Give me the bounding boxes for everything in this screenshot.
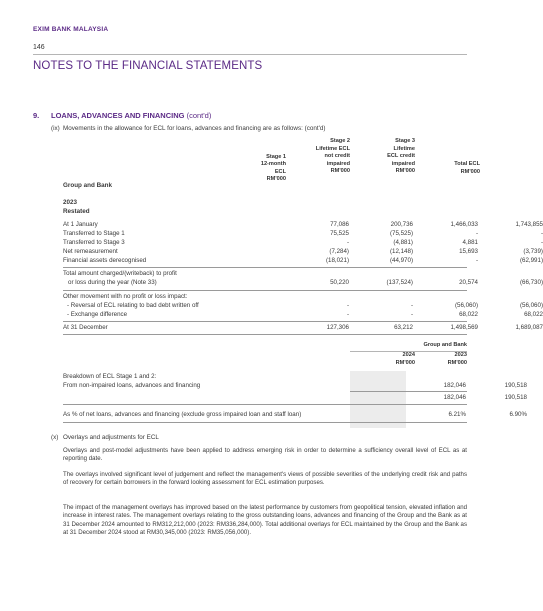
cell-stage1: (7,284) <box>329 248 349 255</box>
table-row <box>63 247 543 256</box>
col3-line1: Stage 3 <box>395 138 415 144</box>
cell-total: 1,689,087 <box>515 324 543 331</box>
cell-2023: 190,518 <box>504 382 527 389</box>
table-divider <box>63 290 467 291</box>
breakdown-year-2023: 2023 <box>454 352 467 358</box>
paragraph: The overlays involved significant level of judgement and reflect the management's views of possible severities of the underlying credit risk and paths of recovery for certain borrowers in the forward looking assessment for ECL estimation purposes. <box>63 471 467 487</box>
cell-stage2: (137,524) <box>386 279 413 286</box>
col1-line1: Stage 1 <box>266 153 286 160</box>
pct-label: As % of net loans, advances and financing (exclude gross impaired loan and staff loan) <box>63 411 302 418</box>
page-number: 146 <box>33 44 45 51</box>
cell-total: (62,991) <box>519 257 543 264</box>
breakdown-year-2024: 2024 <box>402 352 415 358</box>
cell-total: (3,739) <box>523 248 543 255</box>
col3-line3: ECL credit <box>387 153 415 160</box>
col-header-total <box>420 161 480 176</box>
cell-stage1: - <box>346 311 349 318</box>
row-label: Net remeasurement <box>63 248 118 255</box>
section-number: 9. <box>33 111 40 120</box>
col-header-stage1 <box>226 146 286 184</box>
row-label: Financial assets derecognised <box>63 257 147 264</box>
pct-row <box>63 410 527 419</box>
col3-line4: impaired <box>391 160 415 167</box>
breakdown-total-row <box>63 393 527 402</box>
table-row <box>63 229 543 238</box>
header-divider <box>33 54 467 55</box>
breakdown-unit-2023: RM'000 <box>447 359 467 366</box>
section-title <box>51 111 211 120</box>
cell-2024: 182,046 <box>443 382 466 389</box>
cell-stage1: - <box>346 239 349 246</box>
brand-name: EXIM BANK MALAYSIA <box>33 26 109 33</box>
sub-x-number: (x) <box>51 434 59 441</box>
page-title: NOTES TO THE FINANCIAL STATEMENTS <box>33 60 263 72</box>
cell-stage1: - <box>346 302 349 309</box>
cell-total: (66,730) <box>519 279 543 286</box>
other-movement-label: Other movement with no profit or loss impact: <box>63 293 188 300</box>
col2-line3: not credit <box>324 153 350 160</box>
sub-ix-text: Movements in the allowance for ECL for loans, advances and financing are as follows: (cont'd) <box>63 125 326 132</box>
cell-stage2: (12,148) <box>389 248 413 255</box>
table-divider <box>63 404 467 405</box>
table-row <box>63 310 543 319</box>
paragraph: Overlays and post-model adjustments have been applied to address emerging risk in order to determine a sufficiency overall level of ECL as at reporting date. <box>63 447 467 463</box>
breakdown-group-header: Group and Bank <box>423 342 467 348</box>
group-label: Group and Bank <box>63 182 112 189</box>
col4-line1: Total ECL <box>454 161 480 167</box>
row-label: From non-impaired loans, advances and financing <box>63 382 201 389</box>
col-header-stage3 <box>330 138 415 176</box>
cell-2024: 182,046 <box>443 394 466 401</box>
cell-stage2: - <box>410 311 413 318</box>
col3-line5: RM'000 <box>395 168 415 175</box>
cell-stage3: (56,060) <box>454 302 478 309</box>
sub-ix-number: (ix) <box>51 125 60 132</box>
col2-line1: Stage 2 <box>330 138 350 144</box>
breakdown-title-row <box>63 372 467 381</box>
cell-2024: 6.21% <box>448 411 466 418</box>
cell-stage1: (18,021) <box>325 257 349 264</box>
section-title-text: LOANS, ADVANCES AND FINANCING <box>51 111 185 120</box>
cell-stage1: 127,306 <box>326 324 349 331</box>
total-charged-label-1: Total amount charged/(writeback) to profit <box>63 270 177 277</box>
total-charged-row <box>63 269 467 278</box>
cell-stage3: 15,693 <box>459 248 478 255</box>
year-label: 2023 <box>63 199 78 206</box>
cell-total: - <box>540 230 543 237</box>
cell-stage1: 75,525 <box>330 230 349 237</box>
cell-stage3: 4,881 <box>462 239 478 246</box>
cell-total: 1,743,855 <box>515 221 543 228</box>
table-divider <box>63 422 467 423</box>
cell-2023: 190,518 <box>504 394 527 401</box>
breakdown-title: Breakdown of ECL Stage 1 and 2: <box>63 373 157 380</box>
sub-x-text: Overlays and adjustments for ECL <box>63 434 159 441</box>
paragraph: The impact of the management overlays has improved based on the latest performance by customers from geopolitical tension, elevated inflation and increase in interest rates. The management overlays relating to the gross outstanding loans, advances and financing of the Group and the Bank as at 31 December 2024 amounted to RM312,212,000 (2023: RM336,284,000). Total additional overlays for ECL maintained by the Group and the Bank as at 31 December 2024 stood at RM30,345,000 (2023: RM35,056,000). <box>63 504 467 537</box>
col1-line4: RM'000 <box>266 176 286 183</box>
cell-stage2: (44,970) <box>389 257 413 264</box>
col2-line5: RM'000 <box>330 168 350 175</box>
breakdown-unit-2024: RM'000 <box>395 359 415 366</box>
table-divider <box>63 321 467 322</box>
cell-stage1: 50,220 <box>330 279 349 286</box>
table-row <box>63 256 543 265</box>
restated-label: Restated <box>63 208 90 215</box>
cell-stage1: 77,086 <box>330 221 349 228</box>
row-label: - Reversal of ECL relating to bad debt written off <box>67 302 199 309</box>
breakdown-col-2023 <box>407 352 467 367</box>
cell-stage3: - <box>475 230 478 237</box>
section-cont: (cont'd) <box>186 111 212 120</box>
row-label: Transferred to Stage 1 <box>63 230 125 237</box>
table-row <box>63 220 543 229</box>
cell-stage3: 68,022 <box>459 311 478 318</box>
cell-2023: 6.90% <box>509 411 527 418</box>
cell-total: (56,060) <box>519 302 543 309</box>
row-label: Transferred to Stage 3 <box>63 239 125 246</box>
cell-stage2: (75,525) <box>389 230 413 237</box>
cell-stage3: - <box>475 257 478 264</box>
col1-line3: ECL <box>274 168 286 175</box>
row-label: At 31 December <box>63 324 108 331</box>
breakdown-row <box>63 381 527 390</box>
table-row <box>63 238 543 247</box>
col2-line4: impaired <box>326 160 350 167</box>
col3-line2: Lifetime <box>393 145 415 152</box>
row-label: - Exchange difference <box>67 311 128 318</box>
cell-stage2: 63,212 <box>394 324 413 331</box>
table-divider <box>63 267 467 268</box>
table-row <box>63 301 543 310</box>
closing-balance-row <box>63 323 543 332</box>
cell-stage3: 1,498,569 <box>450 324 478 331</box>
col4-line2: RM'000 <box>460 168 480 175</box>
row-label: At 1 January <box>63 221 98 228</box>
total-charged-row-values <box>63 278 543 287</box>
total-charged-label-2: or loss during the year (Note 33) <box>68 279 157 286</box>
other-movement-heading <box>63 292 467 301</box>
cell-stage2: - <box>410 302 413 309</box>
table-divider <box>350 391 467 392</box>
cell-total: 68,022 <box>524 311 543 318</box>
breakdown-col-2024 <box>355 352 415 367</box>
cell-total: - <box>540 239 543 246</box>
cell-stage2: (4,881) <box>393 239 413 246</box>
col1-line2: 12-month <box>260 161 286 168</box>
cell-stage3: 1,466,033 <box>450 221 478 228</box>
col2-line2: Lifetime ECL <box>315 145 350 152</box>
cell-stage2: 200,736 <box>390 221 413 228</box>
table-divider <box>63 334 467 335</box>
cell-stage3: 20,574 <box>459 279 478 286</box>
